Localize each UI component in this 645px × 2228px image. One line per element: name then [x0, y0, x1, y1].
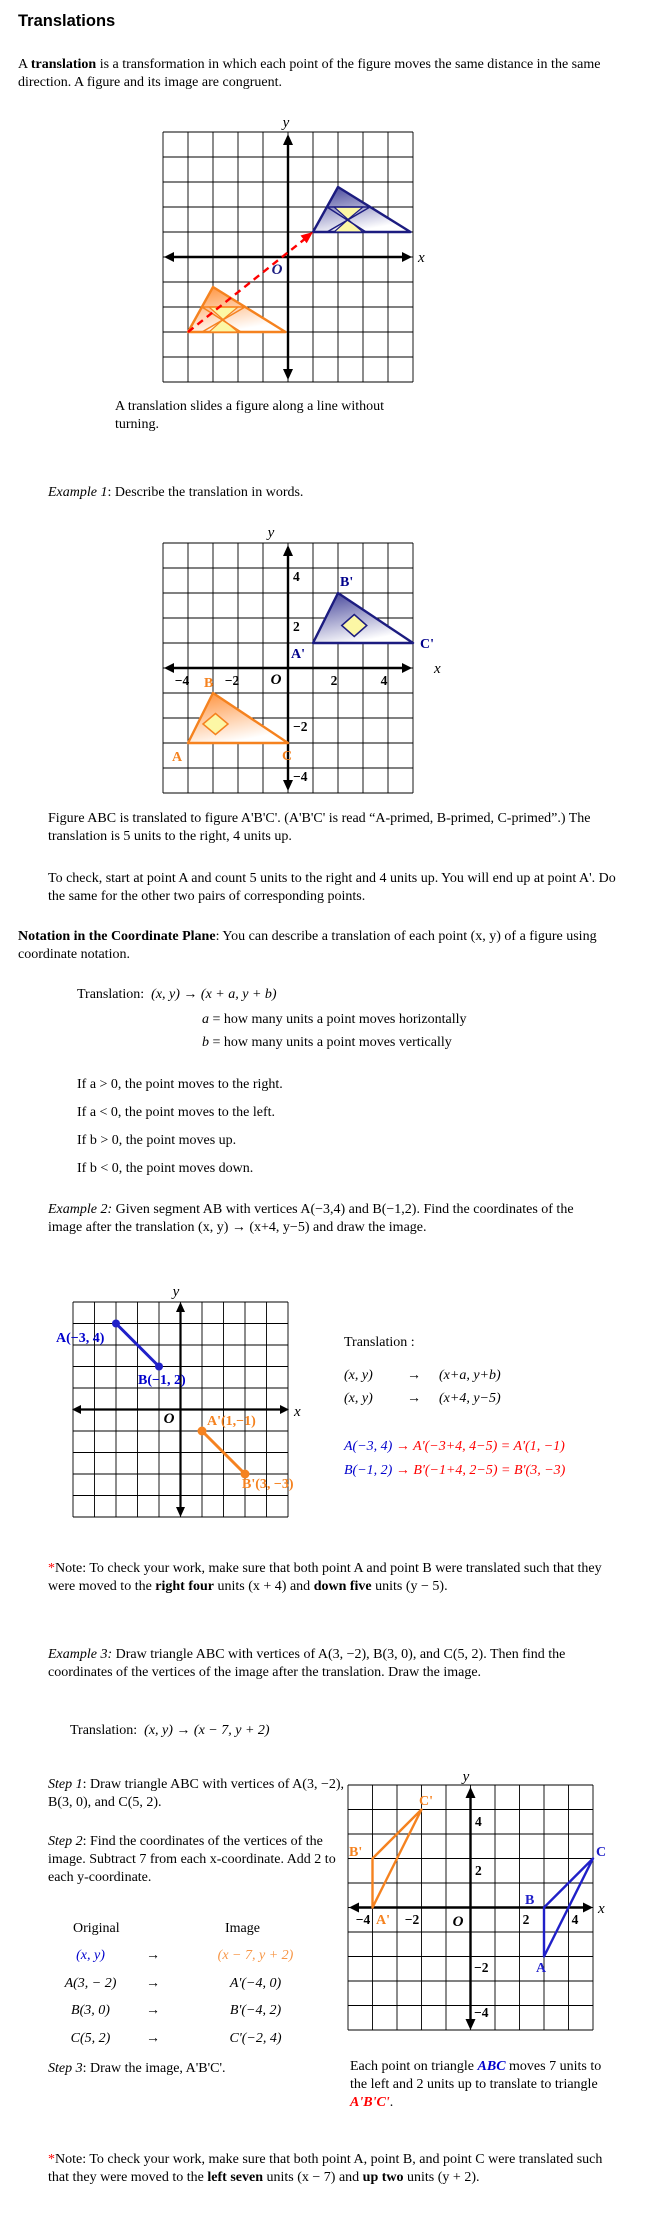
fig4-label-c-prime: C'	[419, 1794, 433, 1809]
table-cell-from: (x, y)	[76, 1948, 105, 1963]
y-axis-bottom-arrow-icon	[283, 780, 293, 791]
point-a-prime-dot	[198, 1427, 207, 1436]
fig3-label-a-prime: A'(1,−1)	[207, 1414, 256, 1429]
note2-text-2: units (x − 7) and	[263, 2170, 363, 2185]
x-axis-left-arrow-icon	[164, 252, 174, 262]
work-row-point-b	[344, 1462, 565, 1480]
example1-label: Example 1	[48, 485, 108, 500]
fig2-xtick-4: 4	[380, 673, 388, 688]
fig3-label-b: B(−1, 2)	[138, 1373, 186, 1388]
y-axis-bottom-arrow-icon	[176, 1507, 185, 1517]
fig2-ytick-4: 4	[293, 569, 300, 584]
fig4-ytick-4: 4	[475, 1814, 482, 1829]
fig2-xtick-neg4: −4	[174, 673, 190, 688]
table-cell-to: A'(−4, 0)	[229, 1975, 282, 1991]
work-title: Translation :	[344, 1335, 415, 1350]
fig2-origin-label: O	[270, 672, 282, 688]
note1-text-2: units (x + 4) and	[214, 1579, 314, 1594]
work-r2-left: (x, y)	[344, 1391, 373, 1406]
work-b-blue: B(−1, 2)	[344, 1463, 393, 1478]
work-a-blue: A(−3, 4)	[344, 1439, 393, 1454]
notation-rest: : You can describe a translation of each point (x, y) of a figure using coordinate notation.	[18, 929, 597, 962]
fig2-y-axis-label: y	[267, 525, 275, 541]
point-a-dot	[112, 1320, 120, 1328]
y-axis-top-arrow-icon	[466, 1787, 476, 1798]
explain-abc: ABC	[477, 2059, 506, 2074]
step2-paragraph	[48, 1833, 340, 1887]
work-row-point-a	[344, 1438, 565, 1456]
figure4-explanation	[350, 2058, 618, 2112]
x-axis-right-arrow-icon	[583, 1903, 593, 1913]
condition-a-negative: If a < 0, the point moves to the left.	[77, 1105, 276, 1120]
fig4-label-a-prime: A'	[376, 1913, 390, 1928]
note1-text-3: units (y − 5).	[371, 1579, 448, 1594]
step2-label: Step 2	[48, 1834, 83, 1849]
figure4-example3-grid	[335, 1752, 645, 2042]
translation-label: Translation:	[77, 987, 145, 1002]
fig2-xtick-2: 2	[330, 673, 338, 688]
example3-translation-formula: (x, y) → (x − 7, y + 2)	[144, 1723, 270, 1738]
a-definition	[77, 1011, 597, 1029]
fig4-ytick-neg4: −4	[474, 2005, 489, 2020]
y-axis-bottom-arrow-icon	[466, 2019, 476, 2030]
table-cell-from: A(3, − 2)	[64, 1975, 117, 1991]
condition-a-positive: If a > 0, the point moves to the right.	[77, 1077, 283, 1092]
note2-text-3: units (y + 2).	[403, 2170, 480, 2185]
work-a-red: → A'(−3+4, 4−5) = A'(1, −1)	[395, 1439, 565, 1454]
arrow-icon: →	[146, 1975, 160, 1991]
fig4-xtick-neg4: −4	[355, 1912, 371, 1927]
notation-bold: Notation in the Coordinate Plane	[18, 929, 216, 944]
table-header-row	[48, 1920, 348, 1947]
fig2-label-a-prime: A'	[291, 647, 305, 662]
example3-label: Example 3:	[48, 1647, 113, 1662]
fig2-label-c-prime: C'	[420, 637, 434, 652]
fig2-ytick-2: 2	[293, 619, 300, 634]
translation-notation-block	[77, 986, 597, 1052]
fig4-y-axis-label: y	[462, 1769, 470, 1785]
table-row	[48, 2030, 348, 2048]
figure1-caption: A translation slides a figure along a line without turning.	[115, 399, 385, 432]
fig4-label-c: C	[596, 1845, 607, 1860]
explain-text-3: .	[389, 2095, 394, 2110]
fig2-x-axis-label: x	[434, 661, 441, 677]
fig2-label-c: C	[282, 749, 293, 764]
fig3-label-b-prime: B'(3, −3)	[242, 1477, 294, 1492]
table-row	[48, 1975, 348, 1993]
example3-translation-line	[70, 1722, 270, 1740]
y-axis-bottom-arrow-icon	[283, 369, 293, 380]
fig2-label-a: A	[172, 750, 183, 765]
example3-paragraph	[48, 1646, 626, 1682]
x-axis-left-arrow-icon	[349, 1903, 359, 1913]
table-header-original: Original	[73, 1921, 120, 1936]
step1-text: : Draw triangle ABC with vertices of A(3, −2), B(3, 0), and C(5, 2).	[48, 1777, 345, 1810]
table-header-image: Image	[225, 1921, 260, 1936]
fig4-label-b-prime: B'	[349, 1845, 363, 1860]
fig3-origin-label: O	[163, 1411, 175, 1427]
fig4-origin-label: O	[452, 1914, 464, 1930]
step3-paragraph	[48, 2060, 226, 2078]
arrow-icon: →	[146, 2003, 160, 2018]
note2-bold-2: up two	[362, 2170, 404, 2185]
fig4-xtick-4: 4	[571, 1912, 579, 1927]
x-axis-right-arrow-icon	[402, 663, 412, 673]
example2-label: Example 2:	[48, 1202, 113, 1217]
fig2-label-b: B	[204, 676, 214, 691]
step1-paragraph	[48, 1776, 348, 1812]
figure3-example2-grid	[40, 1285, 345, 1530]
b-definition	[77, 1034, 597, 1052]
work-r1-left: (x, y)	[344, 1368, 373, 1383]
blue-image-triangle	[313, 187, 411, 232]
paragraph-notation	[18, 928, 636, 964]
example2-paragraph	[48, 1201, 593, 1237]
arrow-icon: →	[146, 2030, 160, 2046]
example1-line	[48, 484, 303, 502]
fig4-ytick-neg2: −2	[474, 1960, 489, 1975]
note1-asterisk: *	[48, 1561, 55, 1576]
intro-text-2: is a transformation in which each point of the figure moves the same distance in the same direction. A figure and its image are congruent.	[18, 57, 601, 90]
fig2-ytick-neg2: −2	[293, 719, 308, 734]
step3-text: : Draw the image, A'B'C'.	[82, 2061, 226, 2076]
fig1-x-axis-label: x	[418, 250, 425, 266]
note1-paragraph	[48, 1560, 603, 1596]
work-b-red: → B'(−1+4, 2−5) = B'(3, −3)	[395, 1463, 566, 1478]
a-var: a	[202, 1012, 209, 1027]
condition-b-positive: If b > 0, the point moves up.	[77, 1133, 237, 1148]
note2-paragraph	[48, 2151, 616, 2187]
figure1-translation-example-grid	[140, 100, 450, 395]
fig4-label-a: A	[536, 1961, 547, 1976]
fig4-xtick-neg2: −2	[404, 1912, 420, 1927]
condition-b-negative: If b < 0, the point moves down.	[77, 1161, 254, 1176]
step3-label: Step 3	[48, 2061, 83, 2076]
y-axis-top-arrow-icon	[283, 545, 293, 556]
point-b-dot	[155, 1363, 163, 1371]
example3-translation-label: Translation:	[70, 1723, 138, 1738]
mapping-table	[48, 1920, 348, 2057]
fig4-xtick-2: 2	[522, 1912, 530, 1927]
step2-text: : Find the coordinates of the vertices of the image. Subtract 7 from each x-coordinate. Add 2 to each y-coordinate.	[48, 1834, 336, 1885]
fig2-label-b-prime: B'	[340, 575, 354, 590]
note2-text-1: Note: To check your work, make sure that both point A, point B, and point C were translated such that they were moved to the	[48, 2152, 603, 2185]
work-row-specific	[344, 1390, 501, 1408]
translation-formula: (x, y) → (x + a, y + b)	[151, 987, 277, 1002]
intro-paragraph	[18, 56, 603, 92]
translation-formula-line	[77, 986, 597, 1004]
arrow-icon: →	[146, 1948, 160, 1963]
conditions-list	[77, 1076, 283, 1188]
note1-bold-2: down five	[313, 1579, 372, 1594]
step1-label: Step 1	[48, 1777, 83, 1792]
fig2-xtick-neg2: −2	[224, 673, 240, 688]
page-title: Translations	[18, 12, 116, 30]
fig4-ytick-2: 2	[475, 1863, 482, 1878]
note1-bold-1: right four	[155, 1579, 215, 1594]
figure2-example1-grid	[140, 510, 470, 810]
example3-text: Draw triangle ABC with vertices of A(3, −2), B(3, 0), and C(5, 2). Then find the coordinates of the vertices of the image after the translation. Draw the image.	[48, 1647, 566, 1680]
table-row	[48, 1947, 348, 1965]
fig1-origin-label: O	[271, 262, 283, 278]
table-cell-to: (x − 7, y + 2)	[217, 1948, 294, 1963]
fig4-label-b: B	[525, 1893, 535, 1908]
intro-text-1: A	[18, 57, 31, 72]
example2-text: Given segment AB with vertices A(−3,4) and B(−1,2). Find the coordinates of the image after the translation (x, y) → (x+4, y−5) and draw the image.	[48, 1202, 574, 1235]
table-row	[48, 2002, 348, 2020]
note2-asterisk: *	[48, 2152, 55, 2167]
intro-bold-translation: translation	[30, 57, 97, 72]
note1-text-1: Note: To check your work, make sure that both point A and point B were translated such that they were moved to the	[48, 1561, 602, 1594]
x-axis-right-arrow-icon	[402, 252, 412, 262]
fig3-x-axis-label: x	[294, 1404, 301, 1420]
fig3-label-a: A(−3, 4)	[56, 1331, 105, 1346]
y-axis-top-arrow-icon	[283, 134, 293, 145]
b-def-text: = how many units a point moves vertically	[209, 1035, 452, 1050]
explain-abc-prime: A'B'C'	[350, 2095, 390, 2110]
table-cell-from: B(3, 0)	[71, 2003, 110, 2018]
explain-text-1: Each point on triangle	[350, 2059, 478, 2074]
work-r1-right: (x+a, y+b)	[439, 1368, 501, 1383]
table-cell-to: B'(−4, 2)	[229, 2003, 282, 2018]
fig3-y-axis-label: y	[172, 1285, 180, 1300]
fig1-y-axis-label: y	[282, 115, 290, 131]
fig4-x-axis-label: x	[598, 1901, 605, 1917]
paragraph-to-check: To check, start at point A and count 5 units to the right and 4 units up. You will end up at point A'. Do the same for the other two pairs of corresponding points.	[48, 871, 616, 904]
work-r2-right: (x+4, y−5)	[439, 1391, 501, 1406]
table-cell-to: C'(−2, 4)	[229, 2030, 282, 2046]
example1-text: : Describe the translation in words.	[107, 485, 304, 500]
paragraph-abc-translated: Figure ABC is translated to figure A'B'C'. (A'B'C' is read “A-primed, B-primed, C-primed”.) The translation is 5 units to the right, 4 units up.	[48, 811, 591, 844]
work-r2-arrow: →	[407, 1391, 421, 1406]
fig2-ytick-neg4: −4	[293, 769, 308, 784]
b-var: b	[202, 1035, 209, 1050]
work-r1-arrow: →	[407, 1368, 421, 1383]
x-axis-left-arrow-icon	[164, 663, 174, 673]
explain-text-2: moves 7 units to the left and 2 units up to translate to triangle	[350, 2059, 602, 2092]
work-row-general	[344, 1367, 501, 1385]
a-def-text: = how many units a point moves horizontally	[209, 1012, 467, 1027]
y-axis-top-arrow-icon	[176, 1302, 185, 1312]
note2-bold-1: left seven	[207, 2170, 263, 2185]
table-cell-from: C(5, 2)	[70, 2030, 111, 2046]
